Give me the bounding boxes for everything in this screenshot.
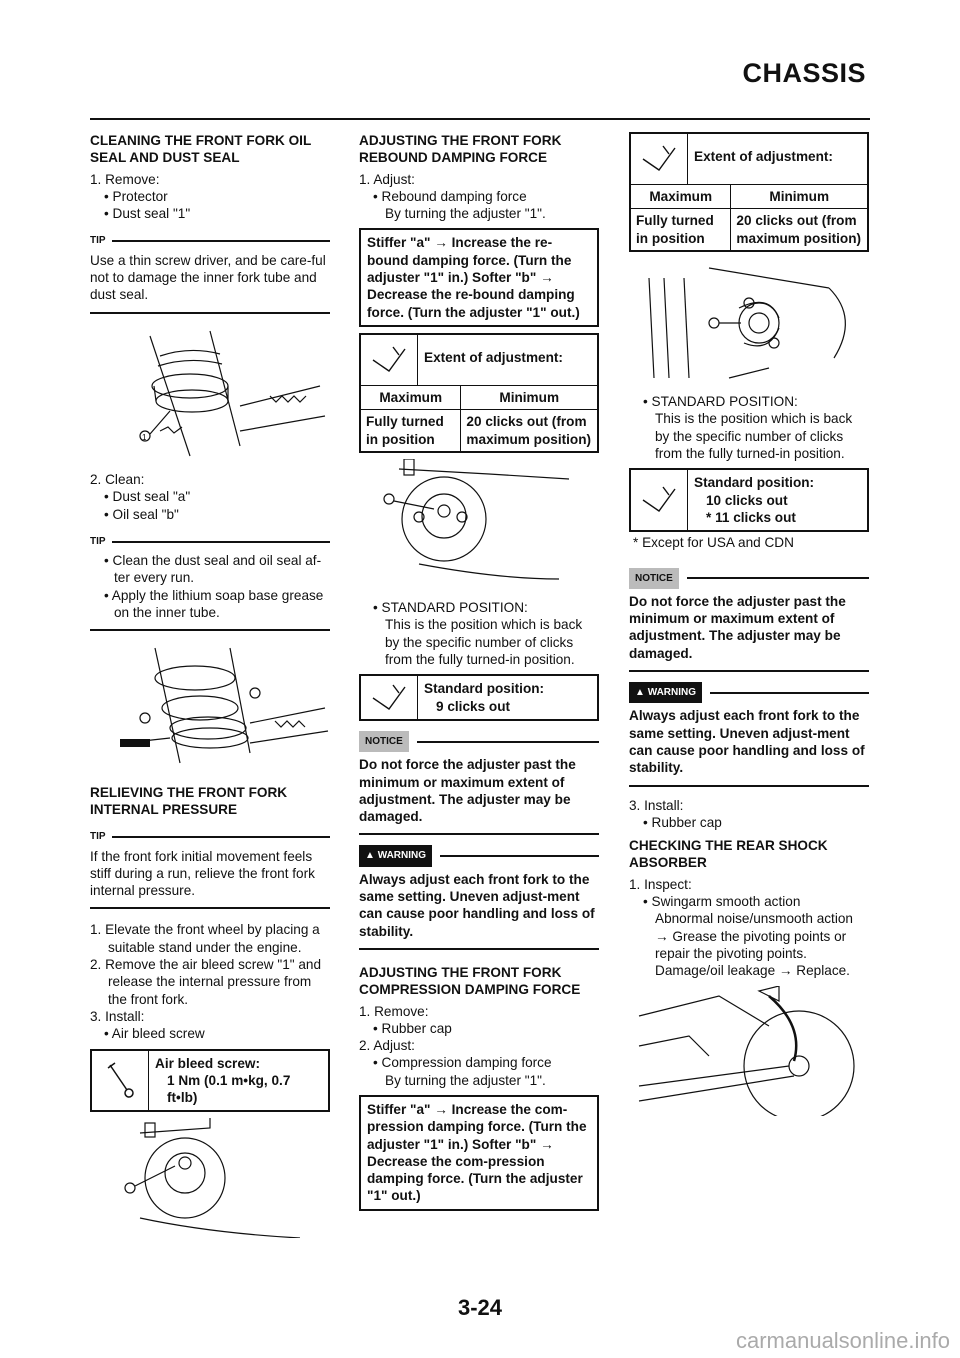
std-label: Standard position: <box>424 681 545 697</box>
warning-box <box>629 682 869 786</box>
bullet-detail: This is the position which is back by the specific number of clicks from the fully turned-in position. <box>385 617 583 668</box>
max-value: Fully turned in position <box>361 410 461 451</box>
section-heading: CHECKING THE REAR SHOCK ABSORBER <box>629 838 828 871</box>
max-value: Fully turned in position <box>631 209 731 250</box>
bullet: • Dust seal "a" <box>104 489 191 505</box>
bullet: • STANDARD POSITION: <box>373 600 528 616</box>
notice-text: Do not force the adjuster past the minimum or maximum extent of adjustment. The adjuster may be damaged. <box>629 589 869 672</box>
bullet: • Compression damping force <box>373 1055 552 1071</box>
bullet-detail: This is the position which is back by the specific number of clicks from the fully turned-in position. <box>655 411 853 462</box>
tip-text: Use a thin screw driver, and be care-ful not to damage the inner fork tube and dust seal. <box>90 252 326 303</box>
adjuster-icon <box>361 335 418 385</box>
warning-badge: ▲ WARNING <box>629 682 702 703</box>
step: 3. Install: <box>629 797 684 813</box>
bullet-detail: Damage/oil leakage → Replace. <box>655 963 850 979</box>
std-value: 9 clicks out <box>436 698 511 714</box>
warning-triangle-icon: ▲ <box>365 850 378 862</box>
bullet-detail: By turning the adjuster "1". <box>385 206 546 222</box>
tip-label: TIP <box>90 831 106 843</box>
adjustment-extent-table <box>629 132 869 252</box>
bullet-detail: Abnormal noise/unsmooth action → Grease the pivoting points or repair the pivoting points. <box>655 911 853 961</box>
tip-box <box>90 232 330 313</box>
spec-value: 1 Nm (0.1 m•kg, 0.7 ft•lb) <box>167 1072 291 1106</box>
section-heading: ADJUSTING THE FRONT FORK COMPRESSION DAMPING FORCE <box>359 964 581 998</box>
bullet: • Oil seal "b" <box>104 506 179 522</box>
tip-box <box>90 828 330 909</box>
damping-info-box: Stiffer "a" → Increase the com-pression damping force. (Turn the adjuster "1" in.) Softer "b" → Decrease the com-pression damping force. (Turn the adjuster "1" out.) <box>359 1095 599 1211</box>
watermark: carmanualsonline.info <box>735 1328 950 1353</box>
bullet-detail: By turning the adjuster "1". <box>385 1072 546 1088</box>
header-rule <box>90 118 870 120</box>
air-bleed-screw-figure <box>90 1118 330 1242</box>
bullet: • Protector <box>104 188 168 204</box>
warning-badge: ▲ WARNING <box>359 845 432 866</box>
notice-text: Do not force the adjuster past the minimum or maximum extent of adjustment. The adjuster may be damaged. <box>359 752 599 835</box>
std-value: 10 clicks out <box>706 492 788 508</box>
warning-text: Always adjust each front fork to the same setting. Uneven adjust-ment can cause poor handling and loss of stability. <box>359 867 599 950</box>
adjustment-title: Extent of adjustment: <box>424 349 563 365</box>
swingarm-figure <box>629 986 869 1120</box>
col-header-max: Maximum <box>631 185 731 209</box>
col-header-min: Minimum <box>731 185 867 209</box>
step: 1. Elevate the front wheel by placing a suitable stand under the engine. <box>90 922 320 955</box>
warning-box <box>359 845 599 949</box>
step: 1. Adjust: <box>359 171 415 187</box>
standard-position-box <box>629 468 869 532</box>
min-value: 20 clicks out (from maximum position) <box>461 410 597 451</box>
tip-text: If the front fork initial movement feels stiff during a run, relieve the front fork internal pressure. <box>90 848 315 899</box>
notice-box <box>629 568 869 672</box>
page-number: 3-24 <box>457 1295 503 1320</box>
column-2 <box>359 132 599 1217</box>
step: 2. Remove the air bleed screw "1" and release the internal pressure from the front fork. <box>90 957 322 1007</box>
adjustment-title: Extent of adjustment: <box>694 149 833 164</box>
section-heading: CLEANING THE FRONT FORK OIL SEAL AND DUST SEAL <box>90 133 312 166</box>
bullet: • Swingarm smooth action <box>643 894 801 910</box>
tip-label: TIP <box>90 235 106 247</box>
adjustment-extent-table <box>359 333 599 453</box>
compression-adjuster-figure <box>629 258 869 387</box>
step: 1. Remove: <box>359 1003 429 1019</box>
tip-text: • Clean the dust seal and oil seal af-ter every run. <box>104 553 322 586</box>
bullet: • STANDARD POSITION: <box>643 394 798 410</box>
dust-seal-removal-figure <box>90 326 330 465</box>
col-header-min: Minimum <box>461 386 597 410</box>
step: 1. Inspect: <box>629 876 692 892</box>
bullet: • Rebound damping force <box>373 188 527 204</box>
adjuster-icon <box>631 470 688 530</box>
notice-badge: NOTICE <box>629 568 679 589</box>
notice-badge: NOTICE <box>359 731 409 752</box>
svg-text:1: 1 <box>142 432 147 442</box>
rebound-adjuster-figure <box>359 459 599 593</box>
adjuster-icon <box>631 134 688 184</box>
step: 2. Adjust: <box>359 1038 415 1054</box>
tip-label: TIP <box>90 535 106 547</box>
bullet: • Rubber cap <box>643 814 722 830</box>
torque-wrench-icon <box>92 1051 149 1111</box>
column-3 <box>629 132 869 1126</box>
torque-spec-box <box>90 1049 330 1113</box>
warning-text: Always adjust each front fork to the same setting. Uneven adjust-ment can cause poor handling and loss of stability. <box>629 703 869 786</box>
spec-label: Air bleed screw: <box>155 1055 261 1071</box>
std-label: Standard position: <box>694 475 815 491</box>
tip-box <box>90 533 330 631</box>
warning-triangle-icon: ▲ <box>635 687 648 699</box>
dust-seal-cleaning-figure <box>90 643 330 777</box>
std-value: * 11 clicks out <box>706 509 796 525</box>
step: 3. Install: <box>90 1008 145 1024</box>
section-heading: ADJUSTING THE FRONT FORK REBOUND DAMPING FORCE <box>359 133 562 166</box>
footnote: * Except for USA and CDN <box>633 535 794 551</box>
bullet: • Air bleed screw <box>104 1026 205 1042</box>
step: 2. Clean: <box>90 471 145 487</box>
page-header-title: CHASSIS <box>742 58 866 88</box>
section-heading: RELIEVING THE FRONT FORK INTERNAL PRESSURE <box>90 784 288 817</box>
standard-position-box <box>359 674 599 721</box>
tip-text: • Apply the lithium soap base grease on the inner tube. <box>104 587 324 621</box>
adjuster-icon <box>361 676 418 719</box>
notice-box <box>359 731 599 835</box>
min-value: 20 clicks out (from maximum position) <box>731 209 867 250</box>
step: 1. Remove: <box>90 171 160 187</box>
col-header-max: Maximum <box>361 386 461 410</box>
bullet: • Dust seal "1" <box>104 206 191 222</box>
damping-info-box: Stiffer "a" → Increase the re-bound damping force. (Turn the adjuster "1" in.) Softer "b" → Decrease the re-bound damping force. (Turn the adjuster "1" out.) <box>359 228 599 326</box>
bullet: • Rubber cap <box>373 1020 452 1036</box>
column-1 <box>90 132 330 1249</box>
